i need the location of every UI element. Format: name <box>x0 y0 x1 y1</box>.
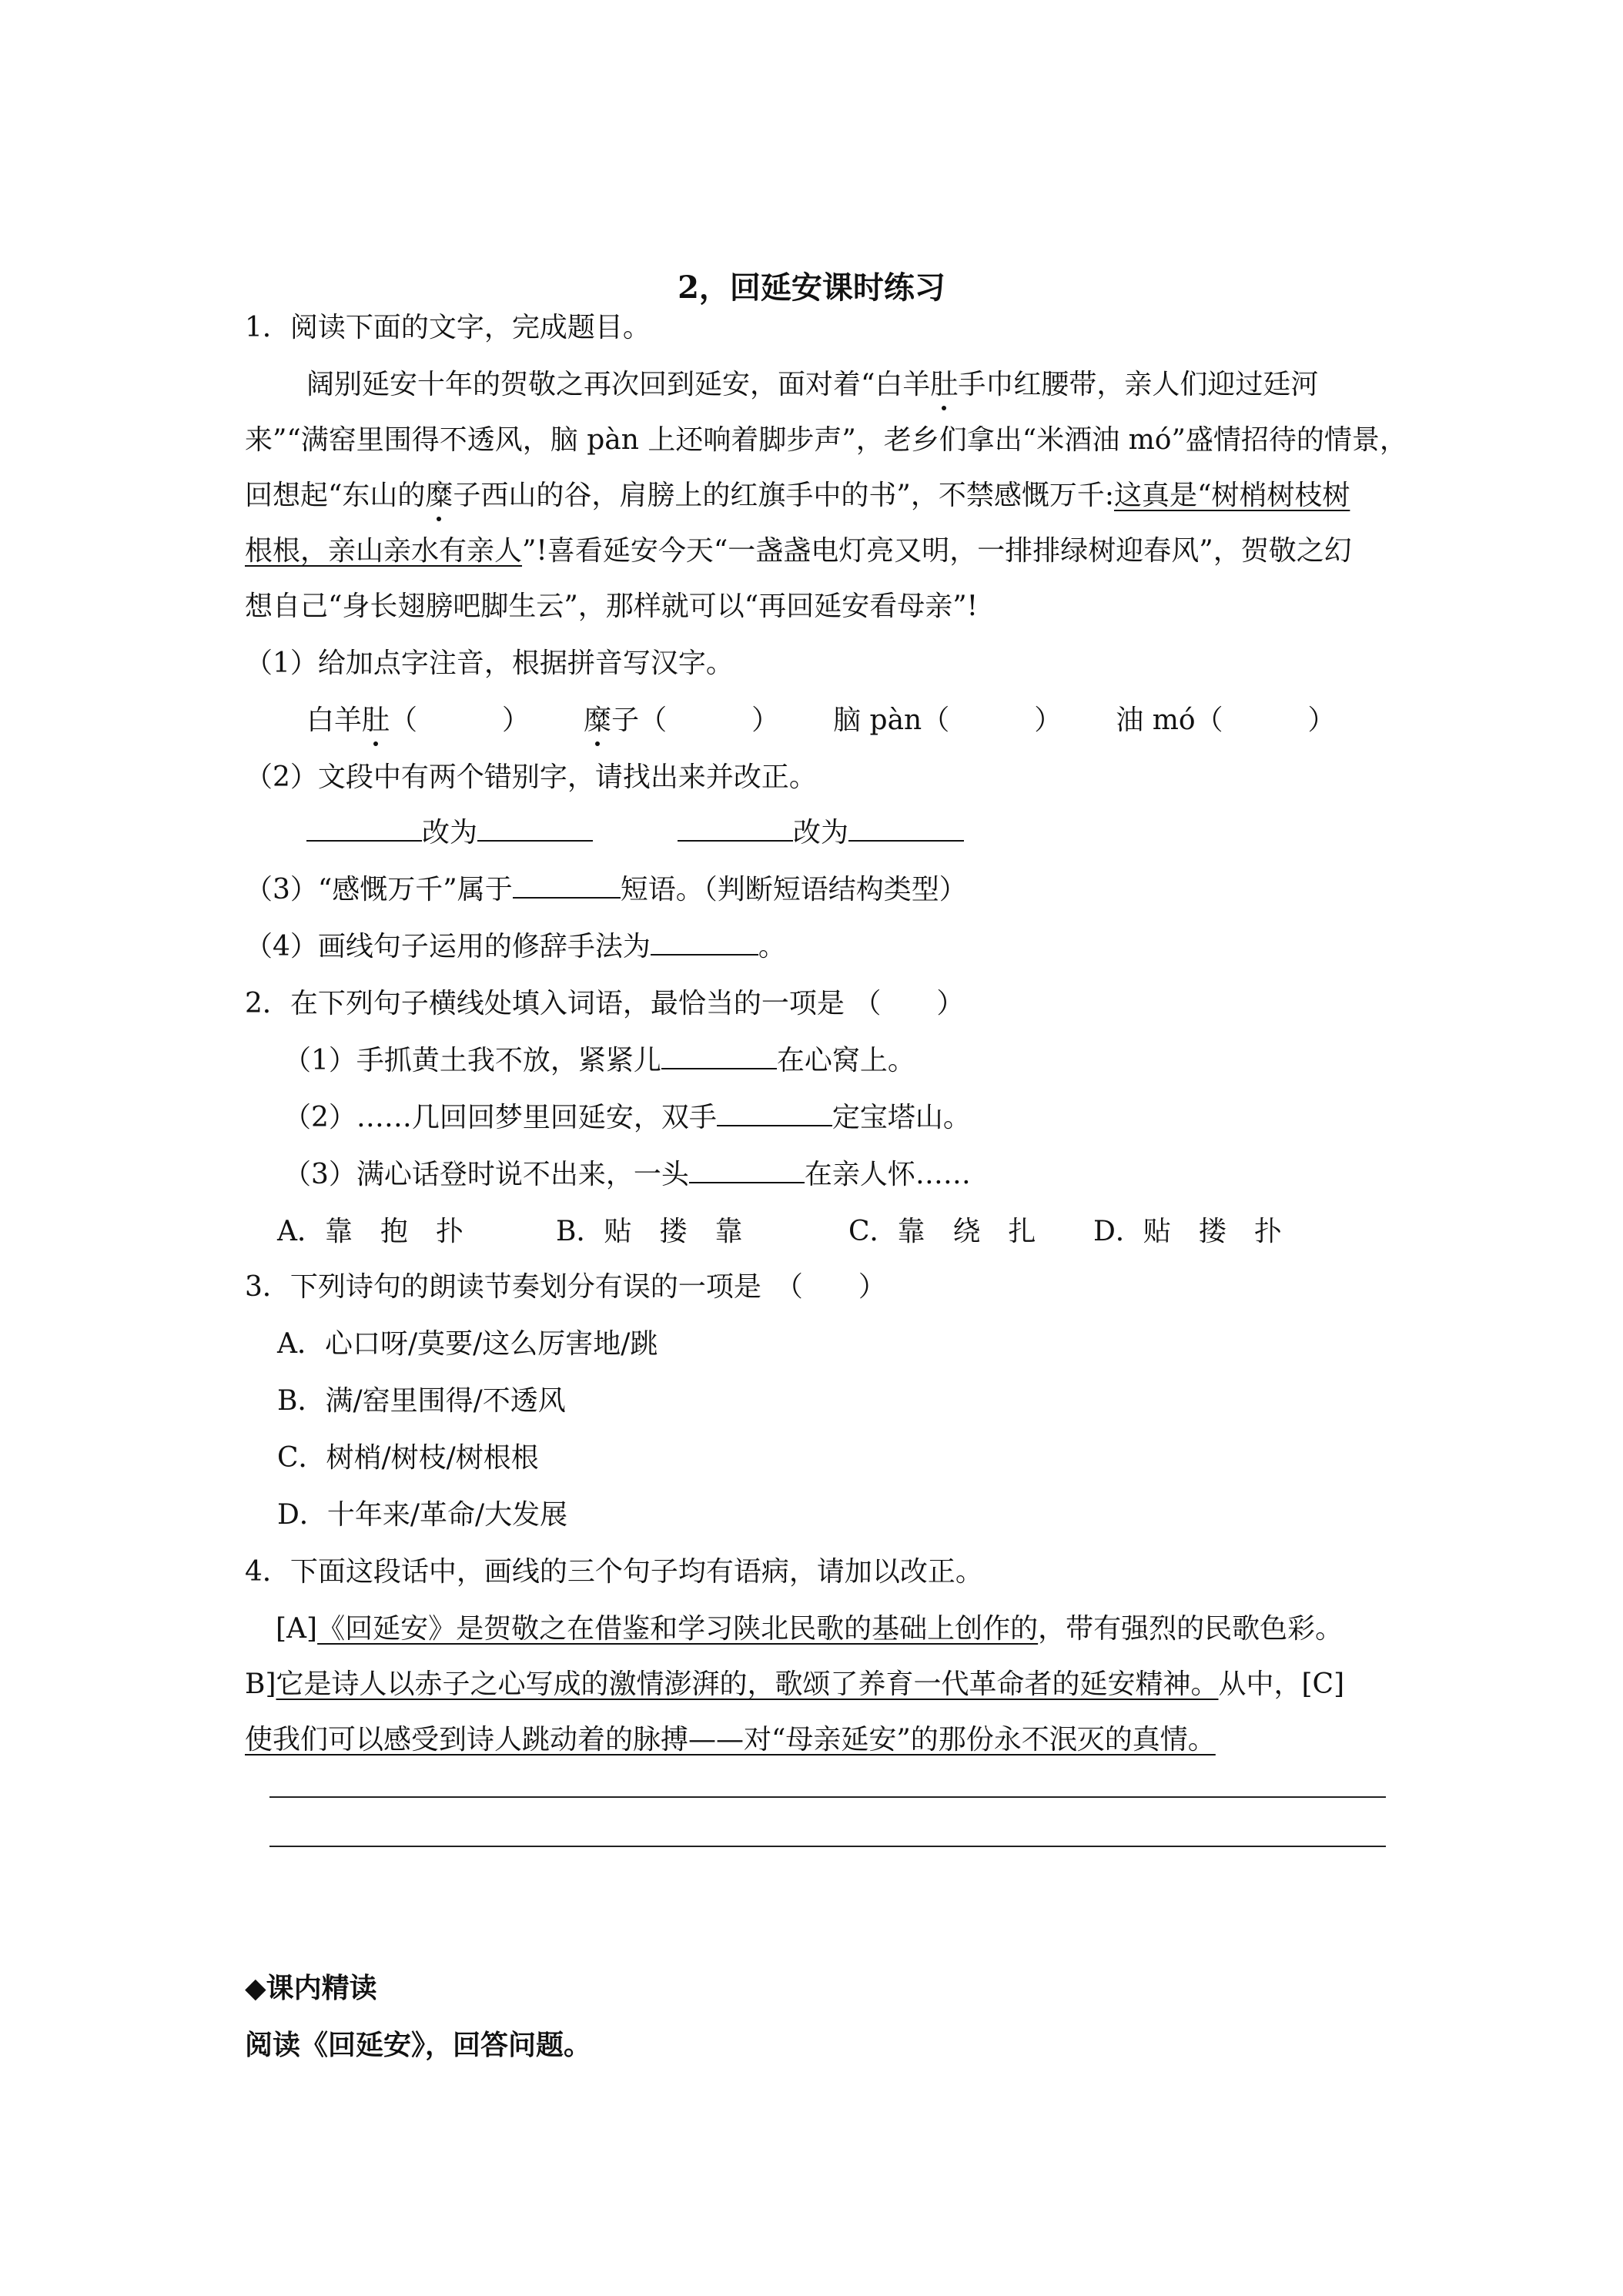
page-title: 2，回延安课时练习 <box>678 269 945 306</box>
q2-sentence-2: （2）……几回回梦里回延安，双手 定宝塔山。 <box>283 1102 971 1133</box>
q4-passage-line-1: [A]《回延安》是贺敬之在借鉴和学习陕北民歌的基础上创作的，带有强烈的民歌色彩。 <box>276 1613 1344 1645</box>
q2-option-a[interactable]: A．靠 抱 扑 <box>277 1216 463 1247</box>
underlined-sentence: 这真是“树梢树枝树 <box>1113 480 1350 511</box>
q1-sub1-items: 白羊肚（ ） 糜子（ ） 脑 pàn（ ） 油 mó（ ） <box>306 702 1336 739</box>
q1-sub2-blanks: 改为 改为 <box>306 815 964 852</box>
q3-option-b[interactable]: B．满/窑里围得/不透风 <box>277 1385 566 1417</box>
q1-sub1-prompt: （1）给加点字注音，根据拼音写汉字。 <box>245 648 734 679</box>
q2-sentence-1: （1）手抓黄土我不放，紧紧儿 在心窝上。 <box>283 1045 915 1076</box>
q2-option-b[interactable]: B．贴 搂 靠 <box>556 1216 743 1247</box>
section-heading: ◆课内精读 <box>245 1972 377 2004</box>
q2-options <box>277 1213 1282 1250</box>
q4-passage-line-3 <box>245 1722 1216 1759</box>
answer-blank[interactable] <box>651 931 758 956</box>
q1-sub4: （4）画线句子运用的修辞手法为 。 <box>245 931 786 962</box>
answer-line[interactable] <box>269 1796 1386 1798</box>
underlined-sentence: 使我们可以感受到诗人跳动着的脉搏——对“母亲延安”的那份永不泯灭的真情。 <box>245 1724 1216 1755</box>
underlined-sentence: 《回延安》是贺敬之在借鉴和学习陕北民歌的基础上创作的 <box>317 1613 1039 1645</box>
dotted-char: 肚 <box>362 702 390 739</box>
q3-option-a[interactable]: A．心口呀/莫要/这么厉害地/跳 <box>277 1328 658 1360</box>
section-instruction: 阅读《回延安》，回答问题。 <box>245 2029 592 2061</box>
answer-blank[interactable] <box>477 817 593 842</box>
underlined-sentence: 根根，亲山亲水有亲人 <box>245 535 523 567</box>
q2-sentence-3: （3）满心话登时说不出来，一头 在亲人怀…… <box>283 1159 971 1190</box>
q3-prompt: 3．下列诗句的朗读节奏划分有误的一项是 （ ） <box>245 1271 886 1303</box>
answer-blank[interactable] <box>306 817 422 842</box>
q4-passage-line-2: B]它是诗人以赤子之心写成的激情澎湃的，歌颂了养育一代革命者的延安精神。从中，[C] <box>245 1668 1345 1700</box>
q2-prompt: 2．在下列句子横线处填入词语，最恰当的一项是 （ ） <box>245 988 965 1019</box>
q1-passage-line-1: 阔别延安十年的贺敬之再次回到延安，面对着“白羊肚手巾红腰带，亲人们迎过廷河 <box>306 366 1318 403</box>
q1-sub3: （3）“感慨万千”属于 短语。（判断短语结构类型） <box>245 874 967 905</box>
q3-option-d[interactable]: D．十年来/革命/大发展 <box>277 1499 568 1531</box>
dotted-char: 糜 <box>425 477 453 514</box>
q4-prompt: 4．下面这段话中，画线的三个句子均有语病，请加以改正。 <box>245 1556 983 1588</box>
q2-option-d[interactable]: D．贴 搂 扑 <box>1093 1216 1282 1247</box>
q1-prompt: 1．阅读下面的文字，完成题目。 <box>245 312 651 343</box>
q1-passage-line-5: 想自己“身长翅膀吧脚生云”，那样就可以“再回延安看母亲”! <box>245 591 979 622</box>
q1-passage-line-3: 回想起“东山的糜子西山的谷，肩膀上的红旗手中的书”，不禁感慨万千:这真是“树梢树枝树 <box>245 477 1350 514</box>
q2-option-c[interactable]: C．靠 绕 扎 <box>848 1216 1036 1247</box>
dotted-char: 肚 <box>930 366 958 403</box>
answer-blank[interactable] <box>689 1159 805 1183</box>
answer-blank[interactable] <box>661 1045 777 1069</box>
q1-sub2-prompt: （2）文段中有两个错别字，请找出来并改正。 <box>245 761 817 793</box>
answer-line[interactable] <box>269 1846 1386 1847</box>
q1-passage-line-2: 来”“满窑里围得不透风，脑 pàn 上还响着脚步声”，老乡们拿出“米酒油 mó”盛情招待的情景， <box>245 424 1407 456</box>
answer-blank[interactable] <box>678 817 793 842</box>
answer-blank[interactable] <box>717 1102 832 1126</box>
answer-blank[interactable] <box>513 874 621 899</box>
underlined-sentence: 它是诗人以赤子之心写成的激情澎湃的，歌颂了养育一代革命者的延安精神。 <box>276 1668 1219 1700</box>
q3-option-c[interactable]: C．树梢/树枝/树根根 <box>277 1442 539 1474</box>
answer-blank[interactable] <box>848 817 964 842</box>
dotted-char: 糜 <box>584 702 611 739</box>
q1-passage-line-4: 根根，亲山亲水有亲人”!喜看延安今天“一盏盏电灯亮又明，一排排绿树迎春风”，贺敬之幻 <box>245 535 1352 567</box>
